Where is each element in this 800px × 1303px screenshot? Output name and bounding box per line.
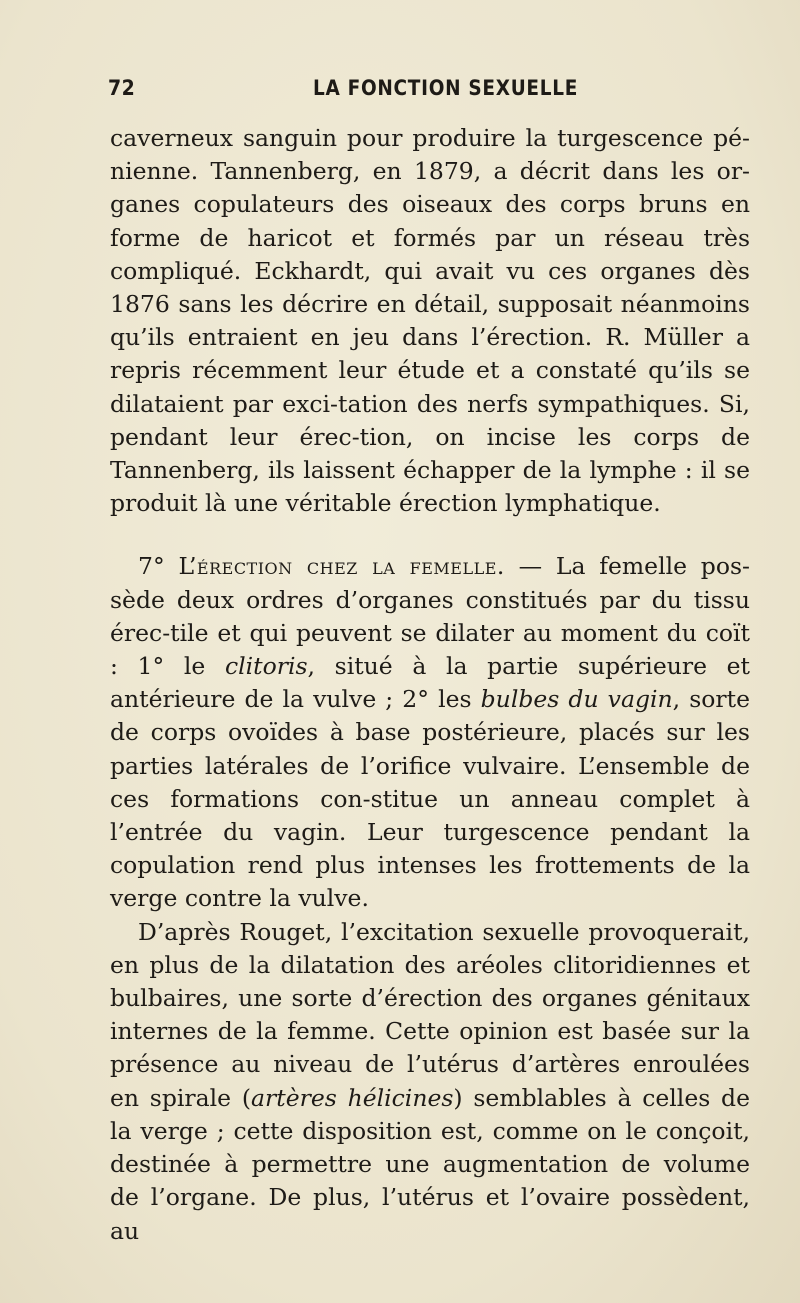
body-text <box>110 122 750 1248</box>
section-text-1: La femelle pos-sède deux ordres d’organes constitués par du tissu érec-tile et qui peuvent se dilater au moment du coït : 1° le <box>110 552 750 681</box>
page-number: 72 <box>108 76 136 100</box>
section-number: 7° <box>138 552 165 581</box>
running-title: LA FONCTION SEXUELLE <box>313 76 579 100</box>
section-text-3: , sorte de corps ovoïdes à base postérieure, placés sur les parties latérales de l’orifice vulvaire. L’ensemble de ces formations con-stitue un anneau complet à l’entrée du vagin. Leur turgescence pendant la copulation rend plus intenses les frottements de la verge contre la vulve. <box>110 685 750 913</box>
term-clitoris: clitoris <box>224 652 308 681</box>
rouget-paragraph <box>110 916 750 1248</box>
page-header <box>108 76 748 106</box>
section-text-2: , situé à la partie supérieure et antérieure de la vulve ; 2° les <box>110 652 750 714</box>
section-heading: L’érection chez la femelle. <box>178 552 505 581</box>
term-bulbes-du-vagin: bulbes du vagin <box>480 685 673 714</box>
section-gap <box>110 520 750 550</box>
section-7-paragraph <box>110 550 750 915</box>
paragraph-text-1: D’après Rouget, l’excitation sexuelle provoquerait, en plus de la dilatation des aréoles clitoridiennes et bulbaires, une sorte d’érection des organes génitaux internes de la femme. Cette opinion est basée sur la présence au niveau de l’utérus d’artères enroulées en spirale ( <box>110 917 750 1112</box>
heading-dash: — <box>504 552 556 581</box>
paragraph-continuation <box>110 122 750 520</box>
paragraph-text-2: ) semblables à celles de la verge ; cette disposition est, comme on le conçoit, destinée à permettre une augmentation de volume de l’organe. De plus, l’utérus et l’ovaire possèdent, au <box>110 1083 750 1245</box>
term-arteres-helicines: artères hélicines <box>251 1083 454 1112</box>
paragraph-text: caverneux sanguin pour produire la turgescence pé-nienne. Tannenberg, en 1879, a décrit dans les or-ganes copulateurs des oiseaux des corps bruns en forme de haricot et formés par un réseau très compliqué. Eckhardt, qui avait vu ces organes dès 1876 sans les décrire en détail, supposait néanmoins qu’ils entraient en jeu dans l’érection. R. Müller a repris récemment leur étude et a constaté qu’ils se dilataient par exci-tation des nerfs sympathiques. Si, pendant leur érec-tion, on incise les corps de Tannenberg, ils laissent échapper de la lymphe : il se produit là une véritable érection lymphatique. <box>110 124 750 518</box>
